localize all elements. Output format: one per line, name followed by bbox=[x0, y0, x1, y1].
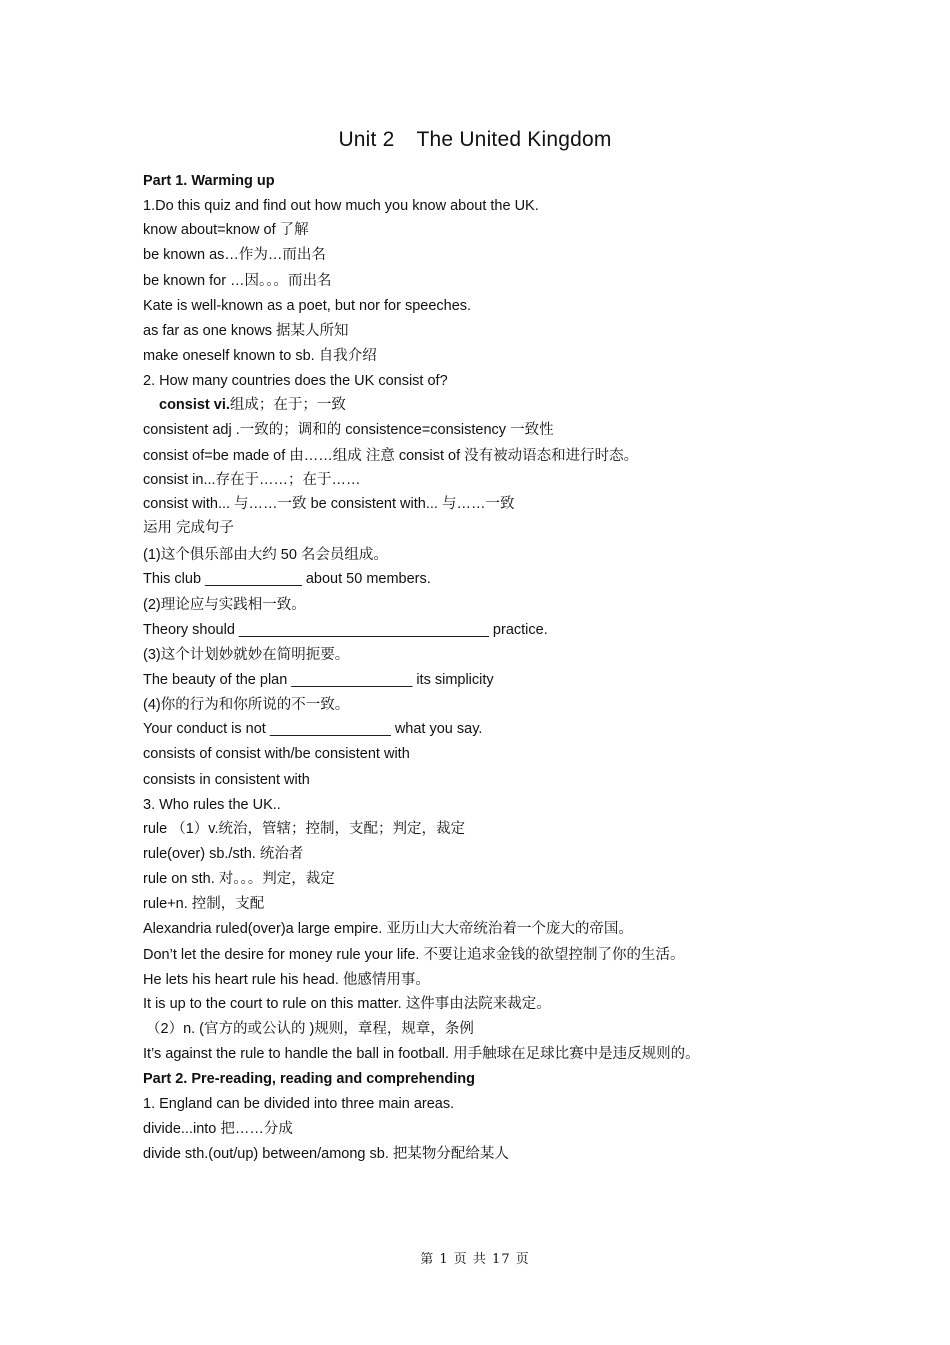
text-line: 运用 完成句子 bbox=[143, 520, 235, 536]
text-line: He lets his heart rule his head. 他感情用事。 bbox=[143, 972, 430, 988]
answer-line: consists of consist with/be consistent with bbox=[143, 746, 410, 762]
text-line: This club ____________ about 50 members. bbox=[143, 571, 431, 587]
text-line: 1. England can be divided into three main areas. bbox=[143, 1096, 455, 1112]
text-line: Theory should _______________________________ practice. bbox=[143, 622, 548, 638]
text-line: as far as one knows 据某人所知 bbox=[143, 323, 349, 339]
text-line: know about=know of 了解 bbox=[143, 222, 309, 238]
text-line: consist in...存在于……；在于…… bbox=[143, 472, 361, 488]
text-line: 2. How many countries does the UK consist of? bbox=[143, 373, 448, 389]
text-line: (3)这个计划妙就妙在简明扼要。 bbox=[143, 647, 350, 663]
text-line: divide...into 把……分成 bbox=[143, 1121, 293, 1137]
text-line: It’s against the rule to handle the ball in football. 用手触球在足球比赛中是违反规则的。 bbox=[143, 1046, 700, 1062]
text-line: divide sth.(out/up) between/among sb. 把某物分配给某人 bbox=[143, 1146, 509, 1162]
text-line: 3. Who rules the UK.. bbox=[143, 797, 281, 813]
text-line: (4)你的行为和你所说的不一致。 bbox=[143, 697, 350, 713]
text-line: consist vi.组成；在于；一致 bbox=[159, 397, 346, 413]
text-line: It is up to the court to rule on this matter. 这件事由法院来裁定。 bbox=[143, 996, 551, 1012]
text-line: (1)这个俱乐部由大约 50 名会员组成。 bbox=[143, 547, 388, 563]
text-line: Kate is well-known as a poet, but nor for speeches. bbox=[143, 298, 472, 314]
text-line: (2)理论应与实践相一致。 bbox=[143, 597, 306, 613]
text-line: Alexandria ruled(over)a large empire. 亚历山大大帝统治着一个庞大的帝国。 bbox=[143, 921, 633, 937]
section-heading: Part 2. Pre-reading, reading and comprehending bbox=[143, 1071, 475, 1087]
text-line: be known for …因。。。而出名 bbox=[143, 273, 332, 289]
text-line: consist of=be made of 由……组成 注意 consist of 没有被动语态和进行时态。 bbox=[143, 448, 639, 464]
text-line: （2）n. (官方的或公认的 )规则，章程，规章，条例 bbox=[146, 1021, 474, 1037]
text-line: consistent adj .一致的；调和的 consistence=consistency 一致性 bbox=[143, 422, 554, 438]
text-line: make oneself known to sb. 自我介绍 bbox=[143, 348, 377, 364]
page-footer: 第 1 页 共 17 页 bbox=[420, 1252, 530, 1267]
text-line: Don’t let the desire for money rule your life. 不要让追求金钱的欲望控制了你的生活。 bbox=[143, 947, 685, 963]
text-line: be known as…作为…而出名 bbox=[143, 247, 326, 263]
text-line: 1.Do this quiz and find out how much you know about the UK. bbox=[143, 198, 539, 214]
text-line: consist with... 与……一致 be consistent with... 与……一致 bbox=[143, 496, 515, 512]
text-line: The beauty of the plan _______________ its simplicity bbox=[143, 672, 494, 688]
text-line: Your conduct is not _______________ what you say. bbox=[143, 721, 483, 737]
text-line: rule on sth. 对。。。判定，裁定 bbox=[143, 871, 335, 887]
consist-vi-bold: consist vi. bbox=[159, 397, 230, 413]
section-heading: Part 1. Warming up bbox=[143, 173, 275, 189]
text-line: rule+n. 控制，支配 bbox=[143, 896, 265, 912]
text-line: rule （1）v.统治，管辖；控制，支配；判定，裁定 bbox=[143, 821, 465, 837]
page-title bbox=[0, 128, 950, 152]
title-name: The United Kingdom bbox=[416, 128, 612, 151]
title-unit: Unit 2 bbox=[338, 128, 395, 151]
answer-line: consists in consistent with bbox=[143, 772, 310, 788]
text-line: rule(over) sb./sth. 统治者 bbox=[143, 846, 304, 862]
